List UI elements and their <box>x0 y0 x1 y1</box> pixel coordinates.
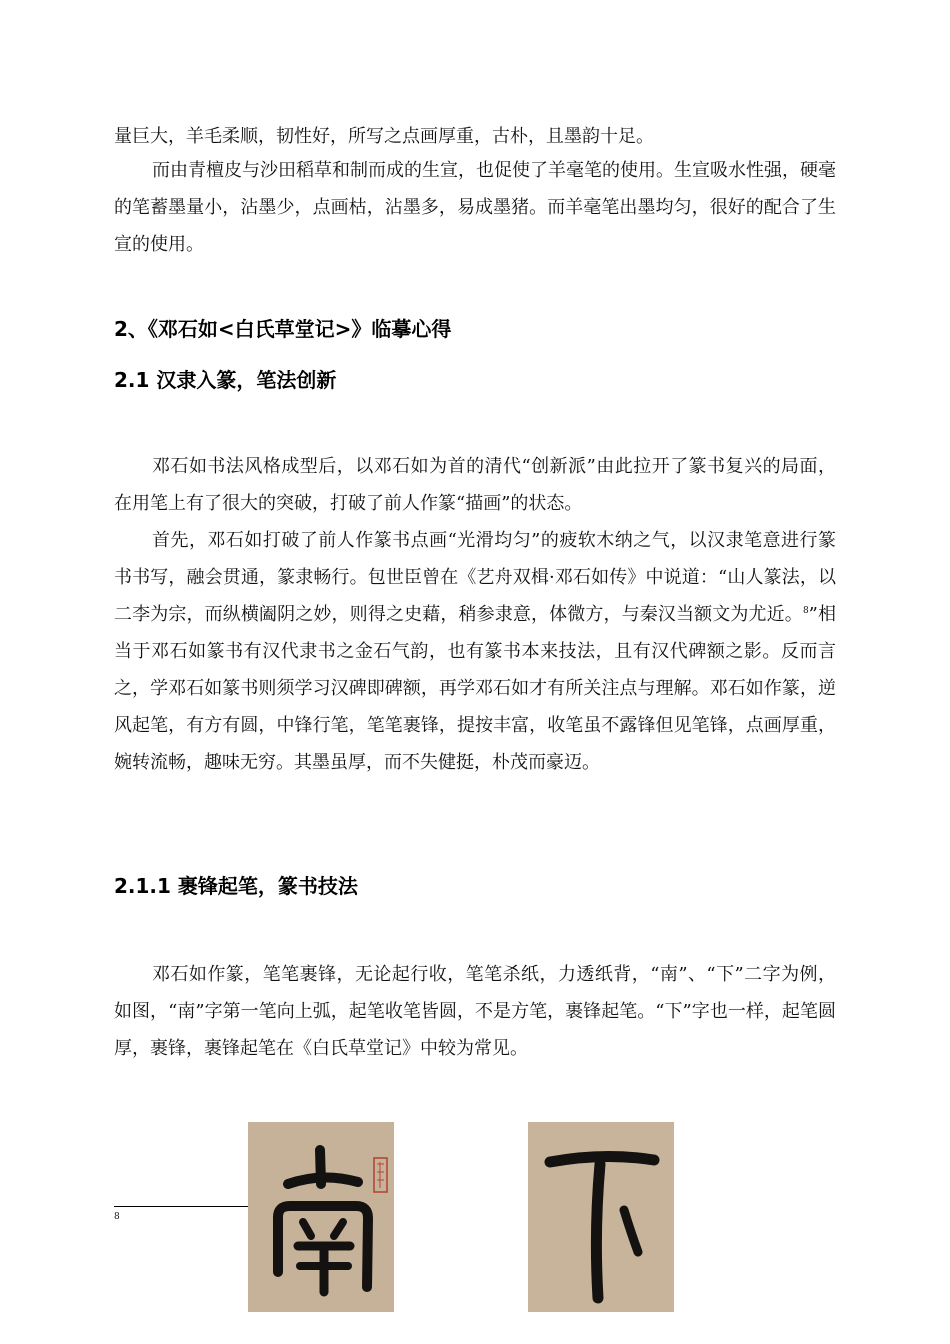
calligraphy-nan-glyph <box>248 1122 394 1312</box>
footnote-number: 8 <box>114 1212 120 1222</box>
paragraph-wrapped-tip: 邓石如作篆，笔笔裹锋，无论起行收，笔笔杀纸，力透纸背，“南”、“下”二字为例，如图，“南”字第一笔向上弧，起笔收笔皆圆，不是方笔，裹锋起笔。“下”字也一样，起笔圆厚，裹锋，裹锋起笔在《白氏草堂记》中较为常见。 <box>114 964 836 1059</box>
paragraph-part-1: 首先，邓石如打破了前人作篆书点画“光滑均匀”的疲软木纳之气，以汉隶笔意进行篆书书写，融会贯通，篆隶畅行。包世臣曾在《艺舟双楫·邓石如传》中说道：“山人篆法，以二李为宗，而纵横阖阴之妙，则得之史藉，稍参隶意，体微方，与秦汉当额文为尤近。 <box>114 530 836 625</box>
calligraphy-xia-glyph <box>528 1122 674 1312</box>
paragraph-raw-xuan-paper: 而由青檀皮与沙田稻草和制而成的生宣，也促使了羊毫笔的使用。生宣吸水性强，硬毫的笔蓄墨量小，沾墨少，点画枯，沾墨多，易成墨猪。而羊毫笔出墨均匀，很好的配合了生宣的使用。 <box>114 160 836 255</box>
calligraphy-image-nan <box>248 1122 394 1312</box>
paragraph-innovation-school: 邓石如书法风格成型后，以邓石如为首的清代“创新派”由此拉开了篆书复兴的局面，在用笔上有了很大的突破，打破了前人作篆“描画”的状态。 <box>114 456 836 514</box>
paragraph-han-clerical-influence <box>114 522 836 781</box>
paragraph-part-2: ”相当于邓石如篆书有汉代隶书之金石气韵，也有篆书本来技法，且有汉代碑额之影。反而言之，学邓石如篆书则须学习汉碑即碑额，再学邓石如才有所关注点与理解。邓石如作篆，逆风起笔，有方有圆，中锋行笔，笔笔裹锋，提按丰富，收笔虽不露锋但见笔锋，点画厚重，婉转流畅，趣味无穷。其墨虽厚，而不失健挺，朴茂而豪迈。 <box>114 604 837 773</box>
heading-section-2-1-1: 2.1.1 裹锋起笔，篆书技法 <box>114 874 358 898</box>
heading-section-2-1: 2.1 汉隶入篆，笔法创新 <box>114 368 337 392</box>
footnote-reference[interactable]: 8 <box>802 606 809 616</box>
paragraph-wool-brush: 量巨大，羊毛柔顺，韧性好，所写之点画厚重，古朴，且墨韵十足。 <box>114 126 654 147</box>
calligraphy-image-xia <box>528 1122 674 1312</box>
heading-section-2: 2、《邓石如<白氏草堂记>》临摹心得 <box>114 317 452 341</box>
footnote-divider <box>114 1206 249 1207</box>
